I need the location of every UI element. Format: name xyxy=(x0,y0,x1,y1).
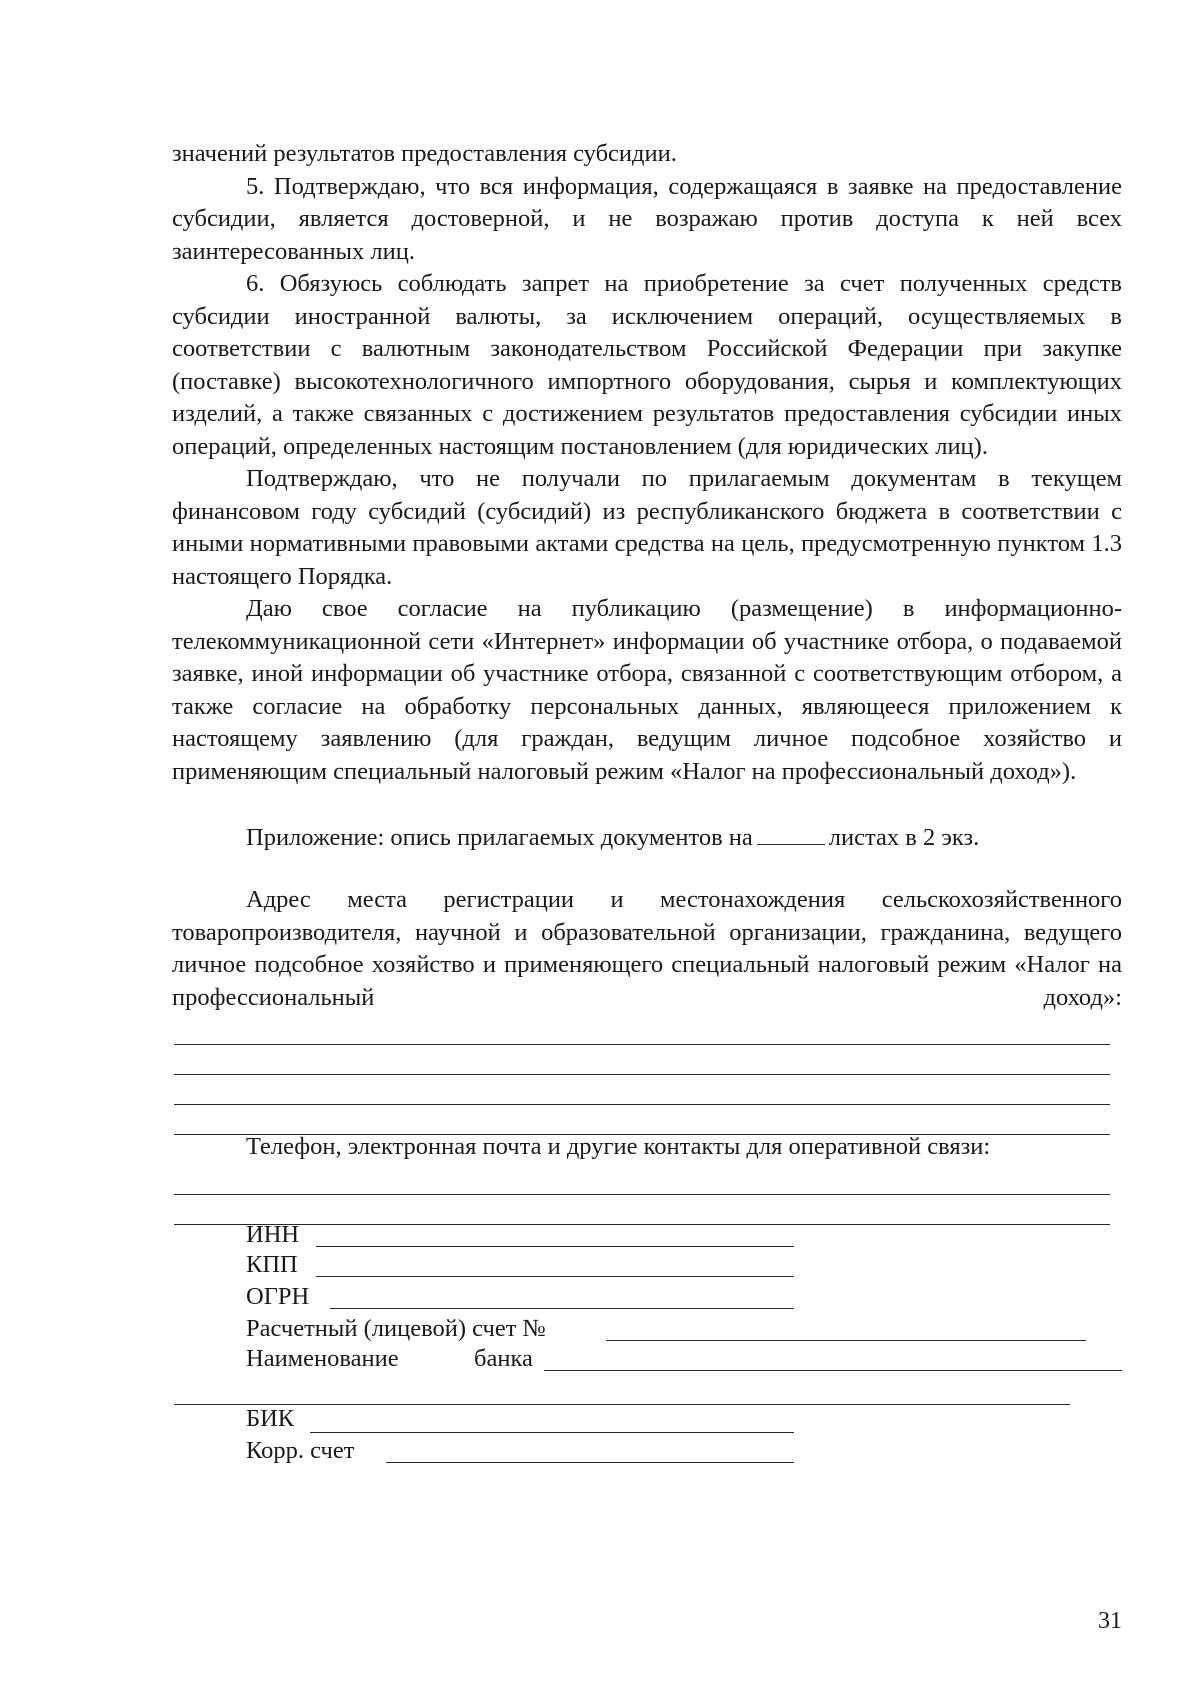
ogrn-label: ОГРН xyxy=(246,1283,310,1310)
inn-field[interactable] xyxy=(316,1246,794,1247)
contacts-line-2[interactable] xyxy=(174,1224,1110,1225)
bik-label: БИК xyxy=(246,1405,295,1432)
sheets-count-field[interactable] xyxy=(757,822,825,845)
account-label: Расчетный (лицевой) счет № xyxy=(246,1315,546,1342)
corr-account-field[interactable] xyxy=(386,1462,794,1463)
contacts-label: Телефон, электронная почта и другие контакты для оперативной связи: xyxy=(246,1133,991,1160)
bank-name-field[interactable] xyxy=(544,1370,1122,1371)
address-line-1[interactable] xyxy=(174,1044,1110,1045)
paragraph-item-6: 6. Обязуюсь соблюдать запрет на приобретение за счет полученных средств субсидии иностранной валюты, за исключением операций, осуществляемых в соответствии с валютным законодательством Российской Федерации при закупке (поставке) высокотехнологичного импортного оборудования, сырья и комплектующих изделий, а также связанных с достижением результатов предоставления субсидии иных операций, определенных настоящим постановлением (для юридических лиц). xyxy=(172,270,1122,460)
paragraph-continuation: значений результатов предоставления субсидии. xyxy=(172,140,677,167)
bank-name-continuation-line[interactable] xyxy=(174,1404,1070,1405)
paragraph-item-5: 5. Подтверждаю, что вся информация, содержащаяся в заявке на предоставление субсидии, является достоверной, и не возражаю против доступа к ней всех заинтересованных лиц. xyxy=(172,172,1122,265)
ogrn-field[interactable] xyxy=(330,1308,794,1309)
page-number: 31 xyxy=(1098,1608,1122,1634)
contacts-line-1[interactable] xyxy=(174,1194,1110,1195)
bik-field[interactable] xyxy=(310,1432,794,1433)
address-line-2[interactable] xyxy=(174,1074,1110,1075)
paragraph-consent: Даю свое согласие на публикацию (размещение) в информационно-телекоммуникационной сети «Интернет» информации об участнике отбора, о подаваемой заявке, иной информации об участнике отбора, связанной с соответствующим отбором, а также согласие на обработку персональных данных, являющееся приложением к настоящему заявлению (для граждан, ведущим личное подсобное хозяйство и применяющим специальный налоговый режим «Налог на профессиональный доход»). xyxy=(172,595,1122,785)
address-label: Адрес места регистрации и местонахождения сельскохозяйственного товаропроизводителя, научной и образовательной организации, гражданина, ведущего личное подсобное хозяйство и применяющего специальный налоговый режим «Налог на профессиональный доход»: xyxy=(172,886,1122,1011)
kpp-label: КПП xyxy=(246,1251,298,1278)
kpp-field[interactable] xyxy=(316,1276,794,1277)
bank-name-label-word: Наименование xyxy=(246,1345,399,1372)
inn-label: ИНН xyxy=(246,1221,300,1248)
address-line-3[interactable] xyxy=(174,1104,1110,1105)
address-block xyxy=(172,884,1122,1014)
attachment-line xyxy=(172,822,1122,855)
attachment-suffix: листах в 2 экз. xyxy=(828,824,980,851)
paragraph-confirmation: Подтверждаю, что не получали по прилагаемым документам в текущем финансовом году субсидий (субсидий) из республиканского бюджета в соответствии с иными нормативными правовыми актами средства на цель, предусмотренную пунктом 1.3 настоящего Порядка. xyxy=(172,465,1122,590)
corr-account-label: Корр. счет xyxy=(246,1437,355,1464)
attachment-prefix: Приложение: опись прилагаемых документов на xyxy=(246,824,753,851)
bank-name-label-word: банка xyxy=(474,1345,533,1372)
account-field[interactable] xyxy=(606,1340,1086,1341)
body-text xyxy=(172,138,1122,788)
